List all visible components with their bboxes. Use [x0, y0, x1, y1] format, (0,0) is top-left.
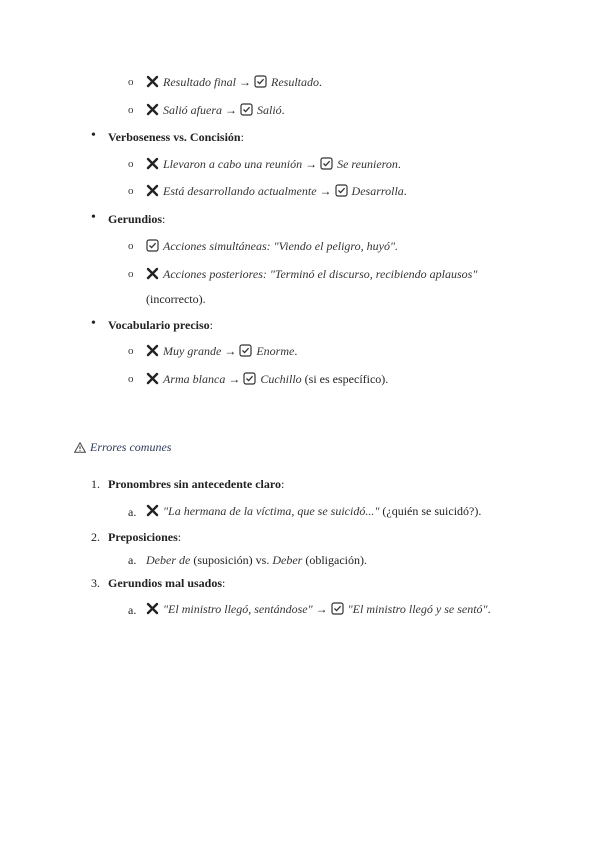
- colon: :: [240, 130, 244, 144]
- wrong-phrase: "El ministro llegó, sentándose": [163, 602, 313, 616]
- bullet-heading: [108, 211, 165, 227]
- checkbox-icon: [254, 75, 267, 88]
- text: (suposición) vs.: [190, 553, 273, 567]
- list-item: [146, 266, 477, 282]
- wrong-phrase: Salió afuera: [163, 103, 222, 117]
- wrong-phrase: Llevaron a cabo una reunión: [163, 157, 303, 171]
- example-text: Acciones simultáneas: "Viendo el peligro, huyó".: [163, 239, 399, 253]
- list-item: [146, 371, 388, 387]
- error-title: Gerundios mal usados: [108, 576, 223, 590]
- arrow: →: [228, 372, 241, 386]
- list-letter: a.: [128, 553, 137, 567]
- checkbox-icon: [320, 157, 333, 170]
- checkbox-icon: [331, 602, 344, 615]
- checkbox-icon: [146, 239, 159, 252]
- term: Deber: [272, 553, 303, 567]
- list-number: 2.: [91, 530, 100, 544]
- term: Deber de: [146, 553, 191, 567]
- checkbox-icon: [335, 184, 348, 197]
- example-text: Acciones posteriores: "Terminó el discurso, recibiendo aplausos": [163, 267, 478, 281]
- cross-icon: [146, 267, 159, 280]
- list-item: [146, 601, 491, 617]
- circle-bullet: o: [128, 104, 134, 116]
- note: (¿quién se suicidó?).: [379, 504, 482, 518]
- right-phrase: Desarrolla: [351, 184, 404, 198]
- cross-icon: [146, 184, 159, 197]
- cross-icon: [146, 344, 159, 357]
- cross-icon: [146, 157, 159, 170]
- circle-bullet: o: [128, 185, 134, 197]
- text: (obligación).: [302, 553, 367, 567]
- right-phrase: Cuchillo: [260, 372, 302, 386]
- circle-bullet: o: [128, 76, 134, 88]
- list-number: 3.: [91, 576, 100, 590]
- section-title: Errores comunes: [90, 440, 172, 454]
- wrong-phrase: Está desarrollando actualmente: [163, 184, 317, 198]
- arrow: →: [224, 344, 237, 358]
- suffix: .: [397, 157, 401, 171]
- list-letter: a.: [128, 603, 137, 617]
- list-item: [146, 102, 285, 118]
- cross-icon: [146, 602, 159, 615]
- right-phrase: Salió: [257, 103, 282, 117]
- suffix: .: [403, 184, 407, 198]
- wrong-phrase: Resultado final: [163, 75, 236, 89]
- wrong-phrase: "La hermana de la víctima, que se suicidó...": [163, 504, 380, 518]
- wrong-phrase: Muy grande: [163, 344, 222, 358]
- checkbox-icon: [239, 344, 252, 357]
- cross-icon: [146, 75, 159, 88]
- circle-bullet: o: [128, 345, 134, 357]
- suffix: .: [281, 103, 285, 117]
- bullet: •: [91, 316, 96, 331]
- warning-icon: [74, 441, 86, 457]
- bullet: •: [91, 210, 96, 225]
- colon: :: [162, 212, 166, 226]
- suffix: .: [487, 602, 491, 616]
- arrow: →: [225, 103, 237, 117]
- bullet-title: Gerundios: [108, 212, 163, 226]
- colon: :: [177, 530, 182, 544]
- list-item: [146, 74, 322, 90]
- example-note: (incorrecto).: [146, 292, 206, 306]
- cross-icon: [146, 504, 159, 517]
- suffix: .: [294, 344, 298, 358]
- suffix: .: [319, 75, 322, 89]
- arrow: →: [315, 602, 328, 616]
- right-phrase: Se reunieron: [337, 157, 398, 171]
- list-item: [146, 343, 297, 359]
- error-heading: [108, 529, 181, 545]
- list-item: [146, 552, 367, 568]
- suffix: (si es específico).: [301, 372, 389, 386]
- arrow: →: [319, 184, 332, 198]
- right-phrase: "El ministro llegó y se sentó": [347, 602, 488, 616]
- bullet: •: [91, 128, 96, 143]
- circle-bullet: o: [128, 268, 134, 280]
- error-title: Preposiciones: [108, 530, 178, 544]
- error-heading: [108, 476, 284, 492]
- bullet-title: Vocabulario preciso: [108, 318, 210, 332]
- colon: :: [222, 576, 226, 590]
- list-item: [146, 503, 481, 519]
- bullet-title: Verboseness vs. Concisión: [108, 130, 241, 144]
- cross-icon: [146, 372, 159, 385]
- arrow: →: [305, 157, 318, 171]
- arrow: →: [239, 75, 251, 89]
- list-number: 1.: [91, 477, 100, 491]
- error-heading: [108, 575, 225, 591]
- bullet-heading: [108, 129, 244, 145]
- bullet-heading: [108, 317, 213, 333]
- right-phrase: Enorme: [256, 344, 295, 358]
- list-item: [146, 183, 407, 199]
- right-phrase: Resultado: [271, 75, 319, 89]
- list-item: [146, 156, 401, 172]
- list-item: [146, 238, 398, 254]
- circle-bullet: o: [128, 158, 134, 170]
- colon: :: [280, 477, 285, 491]
- checkbox-icon: [240, 103, 253, 116]
- cross-icon: [146, 103, 159, 116]
- colon: :: [209, 318, 214, 332]
- list-letter: a.: [128, 505, 137, 519]
- circle-bullet: o: [128, 373, 134, 385]
- section-heading: [74, 439, 171, 457]
- wrong-phrase: Arma blanca: [163, 372, 226, 386]
- checkbox-icon: [243, 372, 256, 385]
- circle-bullet: o: [128, 240, 134, 252]
- error-title: Pronombres sin antecedente claro: [108, 477, 281, 491]
